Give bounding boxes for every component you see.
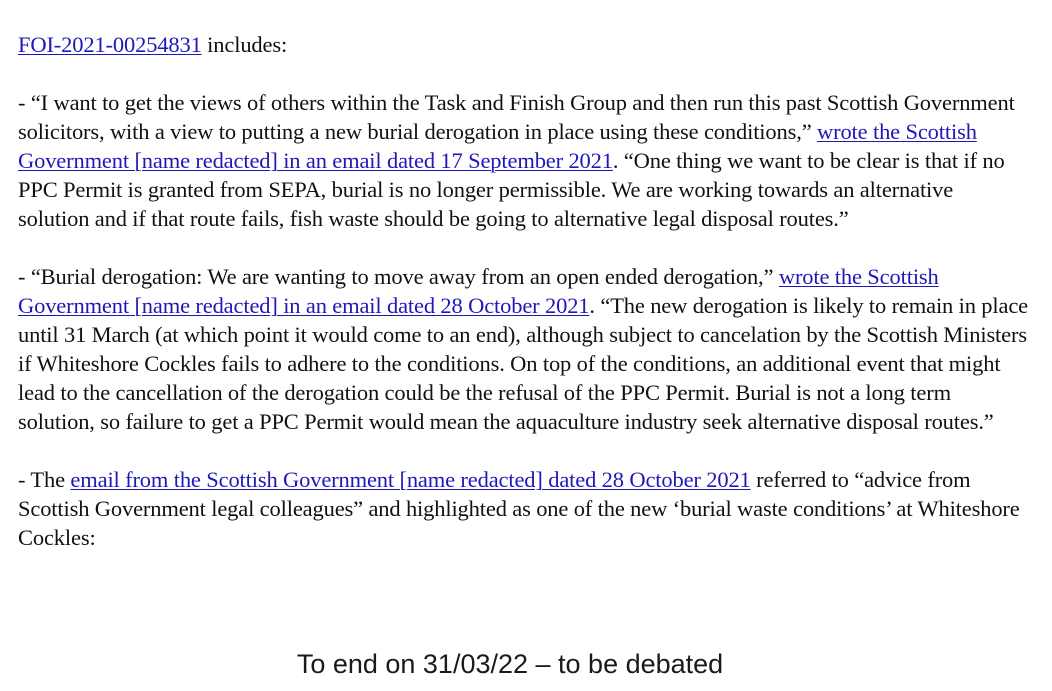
burial-condition-excerpt: To end on 31/03/22 – to be debated bbox=[296, 649, 724, 679]
quote-3-continuation: referred to “advice from Scottish Government legal colleagues” and highlighted as one of the new ‘burial waste conditions’ at Whiteshore Cockles: bbox=[18, 467, 1020, 550]
quote-1-text: - “I want to get the views of others within the Task and Finish Group and then run this past Scottish Government solicitors, with a view to putting a new burial derogation in place using these conditions,” bbox=[18, 90, 1015, 144]
intro-suffix: includes: bbox=[201, 32, 288, 57]
quote-1-continuation: . “One thing we want to be clear is that if no PPC Permit is granted from SEPA, burial is no longer permissible. We are working towards an alternative solution and if that route fails, fish waste should be going to alternative legal disposal routes.” bbox=[18, 148, 1005, 231]
quote-2-text: - “Burial derogation: We are wanting to move away from an open ended derogation,” bbox=[18, 264, 779, 289]
intro-paragraph bbox=[18, 30, 1028, 59]
quote-3-text: - The bbox=[18, 467, 71, 492]
document-body bbox=[18, 30, 1028, 581]
quote-2-continuation: . “The new derogation is likely to remain in place until 31 March (at which point it would come to an end), although subject to cancelation by the Scottish Ministers if Whiteshore Cockles fails to adhere to the conditions. On top of the conditions, an additional event that might lead to the cancellation of the derogation could be the refusal of the PPC Permit. Burial is not a long term solution, so failure to get a PPC Permit would mean the aquaculture industry seek alternative disposal routes.” bbox=[18, 293, 1029, 434]
quote-item-1 bbox=[18, 88, 1028, 233]
quote-item-2 bbox=[18, 262, 1028, 436]
email-28-october-link[interactable]: wrote the Scottish Government [name redacted] in an email dated 28 October 2021 bbox=[18, 264, 939, 318]
quote-item-3 bbox=[18, 465, 1028, 552]
email-28-october-legal-link[interactable]: email from the Scottish Government [name redacted] dated 28 October 2021 bbox=[70, 467, 751, 492]
foi-reference-link[interactable]: FOI-2021-00254831 bbox=[18, 32, 202, 57]
email-17-september-link[interactable]: wrote the Scottish Government [name redacted] in an email dated 17 September 2021 bbox=[18, 119, 977, 173]
